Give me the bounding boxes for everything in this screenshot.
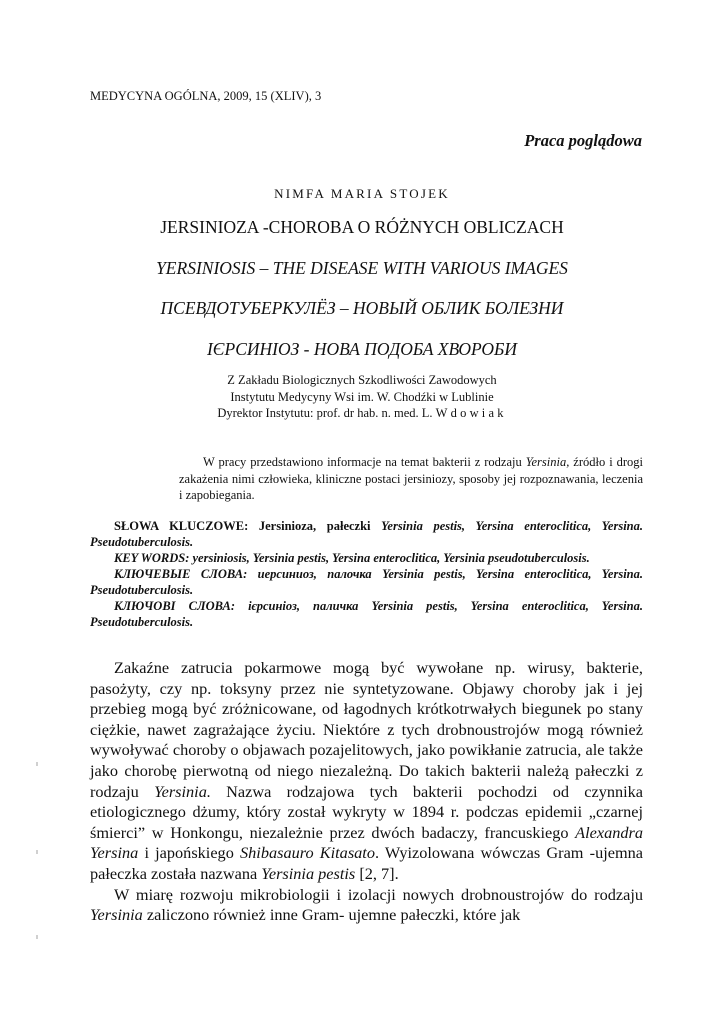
keywords-ukrainian-terms: ієрсиніоз, паличка [235, 599, 372, 613]
keywords-polish-terms: Jersinioza, pałeczki [248, 519, 382, 533]
body-text-run: W miarę rozwoju mikrobiologii i izolacji nowych drobnoustrojów do rodzaju [114, 884, 643, 904]
body-text-run: zaliczono również inne Gram- ujemne pałeczki, które jak [142, 905, 521, 925]
keywords-russian-terms: иерсиниоз, палочка [247, 567, 383, 581]
director-surname: Wdowiak [435, 406, 507, 420]
keywords-polish-species: Yersinia pestis, Yersina enteroclitica, Yersina. Pseudotuberculosis. [90, 519, 643, 549]
keywords-ukrainian [90, 598, 643, 630]
body-paragraph-2 [90, 885, 643, 926]
keywords-english-text: KEY WORDS: yersiniosis, Yersinia pestis, Yersina enteroclitica, Yersinia pseudotuberculosis. [114, 551, 590, 565]
keywords-ukrainian-species: Yersinia pestis, Yersina enteroclitica, Yersina. Pseudotuberculosis. [90, 599, 643, 629]
genus-yersinia: Yersinia. [154, 781, 211, 801]
margin-mark [36, 850, 38, 854]
title-russian: ПСЕВДОТУБЕРКУЛЁЗ – НОВЫЙ ОБЛИК БОЛЕЗНИ [160, 298, 564, 318]
keywords-block [90, 518, 643, 630]
keywords-russian [90, 566, 643, 598]
article-type: Praca poglądowa [524, 131, 642, 150]
keywords-russian-species: Yersinia pestis, Yersina enteroclitica, Yersina. Pseudotuberculosis. [90, 567, 643, 597]
person-yersin: Alexandra Yersina [90, 822, 643, 863]
body-text-run: i japońskiego [138, 843, 241, 863]
affiliation [0, 372, 724, 422]
affiliation-line-1: Z Zakładu Biologicznych Szkodliwości Zawodowych [227, 373, 497, 387]
genus-yersinia: Yersinia [90, 905, 143, 925]
keywords-russian-label: КЛЮЧЕВЫЕ СЛОВА: [114, 567, 248, 581]
margin-mark [36, 762, 38, 766]
abstract-part-1: W pracy przedstawiono informacje na temat bakterii z rodzaju [203, 455, 526, 469]
abstract-part-2: źródło i drogi zakażenia nimi człowieka, kliniczne postaci jersiniozy, sposoby jej rozpoznawania, leczenia i zapobiegania. [179, 455, 644, 502]
affiliation-line-2: Instytutu Medycyny Wsi im. W. Chodźki w Lublinie [230, 389, 494, 404]
species-yersinia-pestis: Yersinia pestis [261, 863, 356, 883]
body-text [90, 658, 643, 926]
keywords-ukrainian-label: КЛЮЧОВІ СЛОВА: [114, 599, 236, 613]
body-text-run: [2, 7]. [355, 863, 399, 883]
title-polish: JERSINIOZA -CHOROBA O RÓŻNYCH OBLICZACH [160, 217, 564, 237]
abstract-genus: Yersinia, [525, 455, 570, 469]
keywords-polish-label: SŁOWA KLUCZOWE: [114, 519, 249, 533]
title-ukrainian: ІЄРСИНІОЗ - НОВА ПОДОБА ХВОРОБИ [206, 339, 518, 359]
keywords-polish [90, 518, 643, 550]
body-text-run: Nazwa rodzajowa tych bakterii pochodzi od czynnika etiologicznego dżumy, który został wykryty w 1894 r. podczas epidemii „czarnej śmierci” w Honkongu, niezależnie przez dwóch badaczy, francuskiego [90, 781, 644, 842]
affiliation-line-3 [0, 405, 724, 422]
body-text-run: . Wyizolowana wówczas Gram -ujemna pałeczka została nazwana [90, 843, 643, 883]
director-prefix: Dyrektor Instytutu: prof. dr hab. n. med. L. [217, 406, 436, 420]
person-kitasato: Shibasauro Kitasato [240, 843, 375, 863]
journal-header: MEDYCYNA OGÓLNA, 2009, 15 (XLIV), 3 [90, 89, 322, 103]
keywords-english [90, 550, 643, 566]
title-english: YERSINIOSIS – THE DISEASE WITH VARIOUS IMAGES [156, 258, 568, 278]
abstract [179, 454, 643, 504]
body-paragraph-1 [90, 658, 643, 885]
margin-mark [36, 935, 38, 939]
author-name: NIMFA MARIA STOJEK [274, 186, 450, 201]
body-text-run: Zakaźne zatrucia pokarmowe mogą być wywołane np. wirusy, bakterie, pasożyty, czy np. toksyny przez nie syntetyzowane. Objawy choroby jak i jej przebieg mogą być zróżnicowane, od łagodnych krótkotrwałych biegunek po stany ciężkie, nawet zagrażające życiu. Niektóre z tych drobnoustrojów mogą również wywoływać choroby o objawach pozajelitowych, jako powikłanie zatrucia, ale także jako chorobę pierwotną od niego niezależną. Do takich bakterii należą pałeczki z rodzaju [90, 658, 643, 801]
